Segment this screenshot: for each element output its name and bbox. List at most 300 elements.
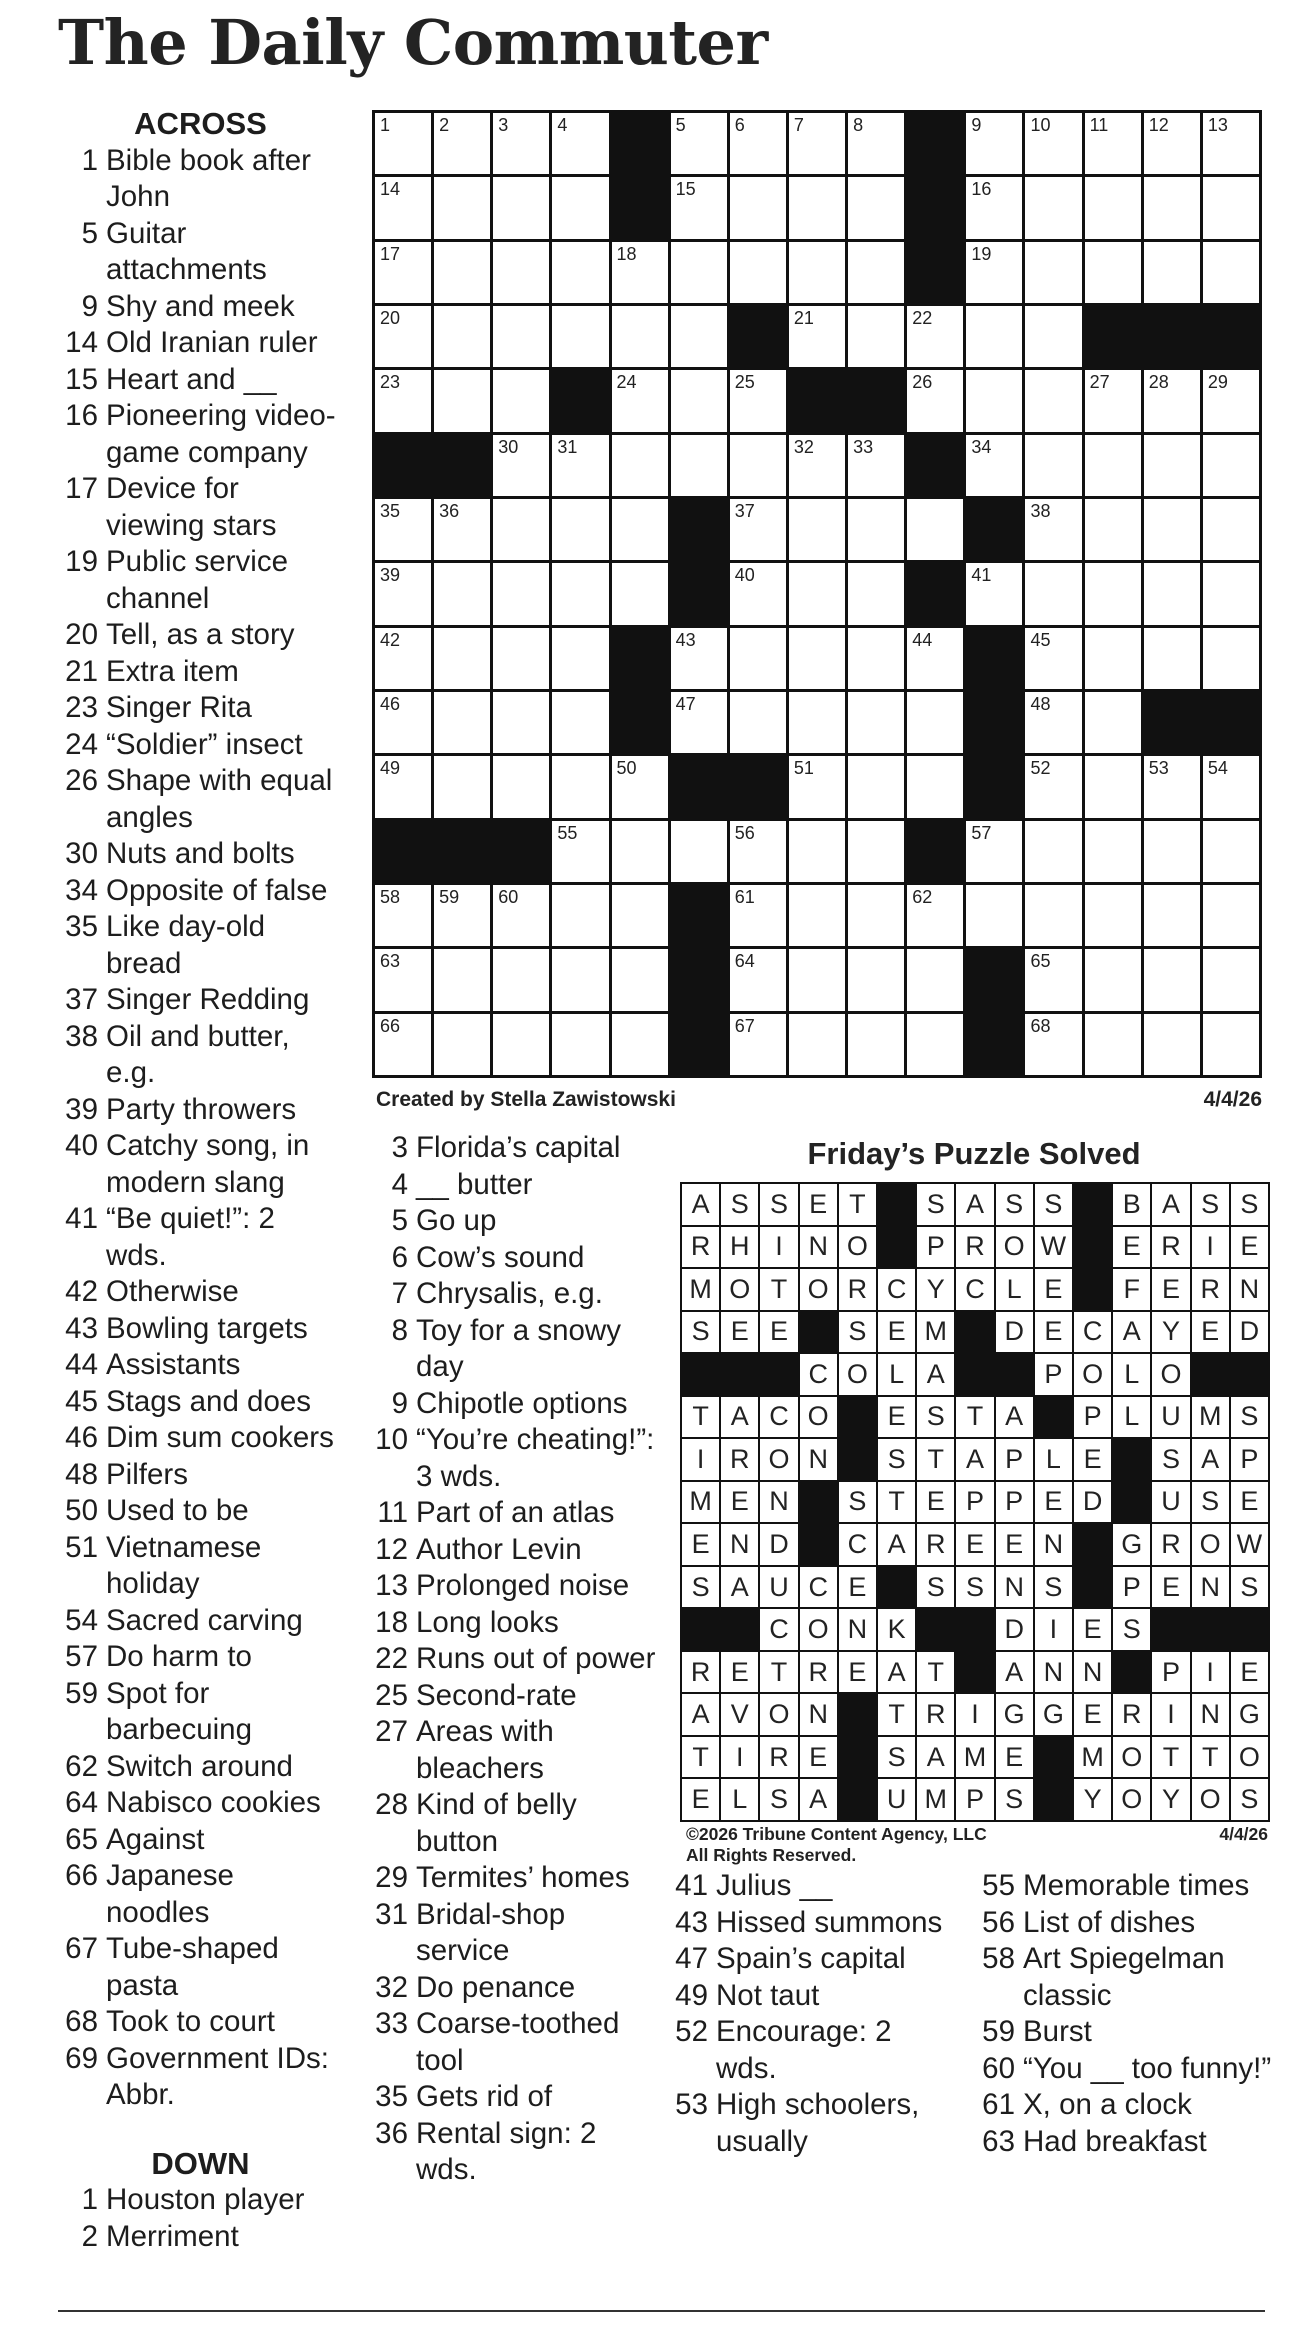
clue-number: 55 xyxy=(982,1869,1015,1902)
solved-cell: S xyxy=(760,1184,797,1225)
solved-cell: M xyxy=(682,1482,719,1523)
cell-number: 9 xyxy=(971,115,982,135)
cell-number: 62 xyxy=(912,887,933,907)
grid-block xyxy=(966,756,1022,817)
solved-cell: N xyxy=(1192,1694,1229,1735)
solved-cell: O xyxy=(800,1269,837,1310)
solved-cell: O xyxy=(839,1354,876,1395)
solved-cell: W xyxy=(1035,1227,1072,1268)
clue-text: Dim sum cookers xyxy=(106,1421,334,1454)
clue-item xyxy=(58,1493,343,1530)
grid-cell xyxy=(1025,435,1081,496)
grid-cell xyxy=(789,949,845,1010)
grid-cell xyxy=(434,949,490,1010)
solved-cell: S xyxy=(1231,1779,1268,1820)
clue-number: 29 xyxy=(375,1861,408,1894)
grid-cell xyxy=(789,435,845,496)
solved-cell: I xyxy=(1035,1609,1072,1650)
clue-text: Opposite of false xyxy=(106,873,328,907)
solved-cell: E xyxy=(682,1779,719,1820)
clue-text: List of dishes xyxy=(1023,1905,1196,1939)
solved-cell: O xyxy=(1113,1779,1150,1820)
clue-number: 59 xyxy=(65,1676,98,1710)
clue-text: Sacred carving xyxy=(106,1603,303,1637)
grid-cell xyxy=(730,370,786,431)
solved-cell: A xyxy=(721,1567,758,1608)
cell-number: 8 xyxy=(853,115,864,135)
grid-cell xyxy=(1144,177,1200,238)
solved-cell: M xyxy=(956,1737,993,1778)
clue-text: “You’re cheating!”: 3 wds. xyxy=(416,1423,655,1493)
clue-item xyxy=(668,1941,958,1978)
clue-text: Vietnamese holiday xyxy=(106,1530,262,1600)
grid-cell xyxy=(434,756,490,817)
clue-number: 10 xyxy=(375,1423,408,1456)
clue-item xyxy=(58,982,343,1019)
clue-text: Do penance xyxy=(416,1970,576,2004)
solved-block xyxy=(1035,1737,1072,1778)
grid-cell xyxy=(1144,949,1200,1010)
grid-block xyxy=(966,1014,1022,1075)
cell-number: 29 xyxy=(1207,372,1228,393)
clue-text: Shape with equal angles xyxy=(106,764,333,834)
solved-cell: N xyxy=(800,1694,837,1735)
grid-cell xyxy=(434,499,490,560)
solved-block xyxy=(1113,1439,1150,1480)
clue-item xyxy=(370,1495,660,1532)
clue-text: Singer Redding xyxy=(106,983,310,1016)
grid-block xyxy=(966,499,1022,560)
clue-number: 16 xyxy=(65,399,98,432)
grid-cell xyxy=(966,306,1022,367)
grid-cell xyxy=(1144,563,1200,624)
clue-number: 5 xyxy=(391,1204,408,1237)
grid-cell xyxy=(493,949,549,1010)
solved-cell: E xyxy=(721,1312,758,1353)
grid-cell xyxy=(1144,756,1200,817)
solved-puzzle-grid xyxy=(680,1182,1270,1822)
grid-cell xyxy=(966,885,1022,946)
grid-cell xyxy=(1144,113,1200,174)
grid-cell xyxy=(612,563,668,624)
clue-number: 69 xyxy=(65,2041,98,2075)
grid-cell xyxy=(671,370,727,431)
cell-number: 30 xyxy=(498,436,519,457)
grid-cell xyxy=(789,113,845,174)
clue-text: High schoolers, usually xyxy=(716,2088,920,2158)
clue-number: 56 xyxy=(982,1905,1015,1939)
cell-number: 3 xyxy=(498,115,509,135)
clue-number: 8 xyxy=(391,1313,408,1347)
cell-number: 68 xyxy=(1030,1015,1051,1036)
cell-number: 17 xyxy=(380,243,401,264)
solved-cell: A xyxy=(1192,1439,1229,1480)
solved-block xyxy=(721,1609,758,1650)
clue-item xyxy=(370,1860,660,1897)
grid-cell xyxy=(1025,756,1081,817)
grid-block xyxy=(907,821,963,882)
clue-item xyxy=(370,1641,660,1678)
clue-number: 68 xyxy=(65,2005,98,2038)
clue-number: 57 xyxy=(65,1640,98,1673)
solved-cell: V xyxy=(721,1694,758,1735)
clue-item xyxy=(975,1868,1275,1905)
grid-cell xyxy=(1203,628,1259,689)
solved-cell: P xyxy=(996,1439,1033,1480)
clue-number: 41 xyxy=(675,1869,708,1902)
grid-cell xyxy=(730,885,786,946)
grid-block xyxy=(434,821,490,882)
grid-cell xyxy=(907,692,963,753)
solved-block xyxy=(956,1609,993,1650)
grid-block xyxy=(671,885,727,946)
solved-cell: A xyxy=(1113,1312,1150,1353)
solved-cell: S xyxy=(839,1312,876,1353)
clue-item xyxy=(668,1905,958,1942)
clue-text: Took to court xyxy=(106,2005,275,2038)
solved-cell: S xyxy=(956,1567,993,1608)
clue-item xyxy=(370,1203,660,1240)
grid-cell xyxy=(375,242,431,303)
solved-block xyxy=(1113,1482,1150,1523)
clue-item xyxy=(58,1676,343,1749)
clue-item xyxy=(58,143,343,216)
grid-cell xyxy=(1025,628,1081,689)
solved-cell: U xyxy=(1152,1482,1189,1523)
grid-cell xyxy=(789,692,845,753)
clue-item xyxy=(370,1897,660,1970)
clue-number: 35 xyxy=(65,910,98,943)
clue-item xyxy=(58,873,343,910)
cell-number: 44 xyxy=(912,629,933,650)
grid-cell xyxy=(493,370,549,431)
clue-item xyxy=(975,2087,1275,2124)
grid-block xyxy=(671,563,727,624)
grid-block xyxy=(966,692,1022,753)
grid-cell xyxy=(1144,628,1200,689)
puzzle-byline: Created by Stella Zawistowski xyxy=(376,1088,676,1111)
solved-cell: N xyxy=(760,1482,797,1523)
grid-cell xyxy=(612,756,668,817)
solved-cell: L xyxy=(996,1269,1033,1310)
solved-cell: P xyxy=(1152,1652,1189,1693)
clue-number: 64 xyxy=(65,1786,98,1819)
clue-number: 23 xyxy=(65,691,98,724)
grid-cell xyxy=(1085,242,1141,303)
grid-cell xyxy=(552,499,608,560)
clue-text: Burst xyxy=(1023,2015,1092,2048)
grid-cell xyxy=(1025,692,1081,753)
clue-item xyxy=(58,1274,343,1311)
clue-item xyxy=(58,2182,343,2219)
clue-text: Second-rate xyxy=(416,1678,577,1712)
solved-cell: N xyxy=(996,1567,1033,1608)
grid-cell xyxy=(848,435,904,496)
grid-cell xyxy=(552,628,608,689)
solved-cell: I xyxy=(682,1439,719,1480)
grid-cell xyxy=(1025,113,1081,174)
clue-item xyxy=(58,1420,343,1457)
clue-text: Otherwise xyxy=(106,1275,239,1308)
cell-number: 33 xyxy=(853,436,874,457)
clue-text: Device for viewing stars xyxy=(106,472,277,542)
clue-number: 6 xyxy=(391,1240,408,1274)
clue-number: 27 xyxy=(375,1715,408,1748)
solved-block xyxy=(1192,1609,1229,1650)
grid-cell xyxy=(848,756,904,817)
solved-block xyxy=(956,1354,993,1395)
cell-number: 7 xyxy=(793,115,804,135)
grid-cell xyxy=(1203,563,1259,624)
solved-cell: I xyxy=(1192,1227,1229,1268)
solved-cell: R xyxy=(682,1652,719,1693)
solved-cell: R xyxy=(721,1439,758,1480)
grid-cell xyxy=(493,1014,549,1075)
cell-number: 14 xyxy=(380,179,401,200)
solved-cell: I xyxy=(760,1227,797,1268)
clue-text: Merriment xyxy=(106,2219,239,2253)
solved-cell: C xyxy=(760,1397,797,1438)
grid-block xyxy=(612,177,668,238)
grid-cell xyxy=(789,885,845,946)
cell-number: 65 xyxy=(1030,951,1051,972)
cell-number: 18 xyxy=(616,243,637,264)
grid-cell xyxy=(789,756,845,817)
clue-text: Tube-shaped pasta xyxy=(106,1932,279,2002)
cell-number: 37 xyxy=(734,501,755,521)
solved-cell: G xyxy=(1231,1694,1268,1735)
solved-cell: T xyxy=(839,1184,876,1225)
cell-number: 12 xyxy=(1148,115,1169,135)
cell-number: 51 xyxy=(793,758,814,779)
solved-cell: E xyxy=(1035,1269,1072,1310)
grid-cell xyxy=(1144,370,1200,431)
clue-number: 2 xyxy=(81,2219,98,2253)
grid-cell xyxy=(375,370,431,431)
grid-cell xyxy=(552,242,608,303)
solved-block xyxy=(878,1184,915,1225)
cell-number: 48 xyxy=(1030,694,1051,714)
solved-block xyxy=(1074,1184,1111,1225)
solved-cell: A xyxy=(878,1524,915,1565)
solved-cell: O xyxy=(1113,1737,1150,1778)
clue-text: Go up xyxy=(416,1204,497,1237)
grid-block xyxy=(907,113,963,174)
grid-cell xyxy=(789,499,845,560)
grid-cell xyxy=(730,821,786,882)
grid-block xyxy=(1203,692,1259,753)
solved-cell: E xyxy=(839,1652,876,1693)
crossword-grid xyxy=(372,110,1262,1078)
clue-number: 18 xyxy=(375,1605,408,1639)
clue-text: __ butter xyxy=(416,1167,533,1201)
solved-cell: S xyxy=(721,1184,758,1225)
clue-number: 4 xyxy=(391,1167,408,1201)
clue-number: 38 xyxy=(65,1019,98,1053)
grid-cell xyxy=(730,563,786,624)
clue-item xyxy=(370,1130,660,1167)
down-clues-column-2 xyxy=(370,1130,660,2189)
clue-item xyxy=(370,2116,660,2189)
cell-number: 25 xyxy=(734,372,755,393)
solved-cell: P xyxy=(1113,1567,1150,1608)
solved-cell: R xyxy=(760,1737,797,1778)
clue-text: Stags and does xyxy=(106,1384,312,1418)
solved-block xyxy=(917,1609,954,1650)
clue-number: 60 xyxy=(982,2051,1015,2085)
solved-cell: C xyxy=(878,1269,915,1310)
solved-cell: O xyxy=(800,1609,837,1650)
solved-cell: M xyxy=(917,1312,954,1353)
clue-item xyxy=(370,1167,660,1204)
solved-cell: O xyxy=(1192,1524,1229,1565)
solved-cell: A xyxy=(721,1397,758,1438)
grid-cell xyxy=(789,177,845,238)
solved-block xyxy=(1152,1609,1189,1650)
solved-cell: H xyxy=(721,1227,758,1268)
grid-cell xyxy=(907,306,963,367)
grid-cell xyxy=(1025,1014,1081,1075)
solved-block xyxy=(1074,1567,1111,1608)
clue-item xyxy=(58,2004,343,2041)
grid-cell xyxy=(612,499,668,560)
grid-cell xyxy=(375,177,431,238)
grid-cell xyxy=(552,177,608,238)
clue-item xyxy=(58,2219,343,2256)
solved-cell: C xyxy=(800,1567,837,1608)
clue-number: 52 xyxy=(675,2015,708,2048)
solved-cell: M xyxy=(682,1269,719,1310)
solved-cell: G xyxy=(996,1694,1033,1735)
grid-cell xyxy=(848,692,904,753)
grid-block xyxy=(907,242,963,303)
solved-cell: E xyxy=(1074,1694,1111,1735)
clue-item xyxy=(58,1384,343,1421)
grid-cell xyxy=(493,756,549,817)
solved-cell: B xyxy=(1113,1184,1150,1225)
clue-text: Shy and meek xyxy=(106,289,295,323)
solved-cell: L xyxy=(1113,1397,1150,1438)
solved-cell: E xyxy=(1152,1567,1189,1608)
solved-cell: N xyxy=(1231,1269,1268,1310)
solved-cell: E xyxy=(839,1567,876,1608)
grid-cell xyxy=(671,306,727,367)
solved-cell: L xyxy=(878,1354,915,1395)
solved-cell: E xyxy=(956,1524,993,1565)
clue-number: 43 xyxy=(675,1905,708,1939)
across-heading: ACROSS xyxy=(134,106,267,141)
grid-cell xyxy=(612,370,668,431)
grid-cell xyxy=(966,242,1022,303)
solved-cell: N xyxy=(800,1439,837,1480)
grid-cell xyxy=(1203,885,1259,946)
cell-number: 58 xyxy=(380,887,401,907)
grid-cell xyxy=(671,113,727,174)
grid-block xyxy=(552,370,608,431)
clue-text: Public service channel xyxy=(106,545,288,615)
clue-text: Old Iranian ruler xyxy=(106,326,318,359)
solved-block xyxy=(1074,1227,1111,1268)
grid-cell xyxy=(375,885,431,946)
solved-cell: D xyxy=(1074,1482,1111,1523)
clue-item xyxy=(58,398,343,471)
clue-text: Singer Rita xyxy=(106,691,252,724)
grid-block xyxy=(1144,306,1200,367)
across-clue-list xyxy=(58,143,343,2114)
grid-cell xyxy=(434,692,490,753)
grid-block xyxy=(966,628,1022,689)
grid-cell xyxy=(1025,499,1081,560)
clue-number: 37 xyxy=(65,983,98,1016)
solved-cell: Y xyxy=(1074,1779,1111,1820)
solved-cell: D xyxy=(1231,1312,1268,1353)
clue-number: 17 xyxy=(65,472,98,505)
solved-cell: K xyxy=(878,1609,915,1650)
clue-number: 50 xyxy=(65,1494,98,1527)
solved-cell: P xyxy=(917,1227,954,1268)
grid-cell xyxy=(1025,242,1081,303)
grid-cell xyxy=(848,113,904,174)
solved-block xyxy=(800,1312,837,1353)
solved-cell: S xyxy=(1231,1184,1268,1225)
clue-text: Had breakfast xyxy=(1023,2124,1207,2158)
solved-block xyxy=(1035,1779,1072,1820)
solved-block xyxy=(996,1354,1033,1395)
cell-number: 24 xyxy=(616,372,637,393)
solved-cell: G xyxy=(1035,1694,1072,1735)
grid-cell xyxy=(1085,435,1141,496)
clue-number: 22 xyxy=(375,1642,408,1675)
grid-cell xyxy=(493,242,549,303)
cell-number: 63 xyxy=(380,951,401,972)
grid-block xyxy=(789,370,845,431)
grid-block xyxy=(671,1014,727,1075)
solved-cell: S xyxy=(878,1439,915,1480)
clue-text: Houston player xyxy=(106,2183,305,2216)
grid-cell xyxy=(730,435,786,496)
down-clues-column-4 xyxy=(975,1868,1275,2160)
grid-cell xyxy=(1203,756,1259,817)
solved-cell: E xyxy=(1231,1652,1268,1693)
grid-cell xyxy=(375,949,431,1010)
grid-cell xyxy=(966,435,1022,496)
clue-number: 53 xyxy=(675,2088,708,2121)
solved-cell: S xyxy=(996,1779,1033,1820)
solved-cell: O xyxy=(1074,1354,1111,1395)
solved-cell: P xyxy=(956,1779,993,1820)
clue-text: Pioneering video-game company xyxy=(106,399,336,469)
clue-item xyxy=(668,1868,958,1905)
solved-cell: R xyxy=(682,1227,719,1268)
clue-text: Part of an atlas xyxy=(416,1496,615,1529)
grid-cell xyxy=(612,1014,668,1075)
grid-cell xyxy=(1085,113,1141,174)
clue-text: Oil and butter, e.g. xyxy=(106,1019,290,1089)
clue-text: Extra item xyxy=(106,654,239,688)
clue-number: 9 xyxy=(81,289,98,323)
solved-cell: O xyxy=(1231,1737,1268,1778)
cell-number: 60 xyxy=(498,887,519,907)
grid-cell xyxy=(612,242,668,303)
clue-number: 19 xyxy=(65,545,98,578)
clue-number: 26 xyxy=(65,764,98,797)
clue-item xyxy=(58,2041,343,2114)
solved-cell: A xyxy=(956,1184,993,1225)
grid-cell xyxy=(671,692,727,753)
grid-cell xyxy=(848,885,904,946)
clue-item xyxy=(370,1970,660,2007)
clue-text: Prolonged noise xyxy=(416,1569,630,1602)
